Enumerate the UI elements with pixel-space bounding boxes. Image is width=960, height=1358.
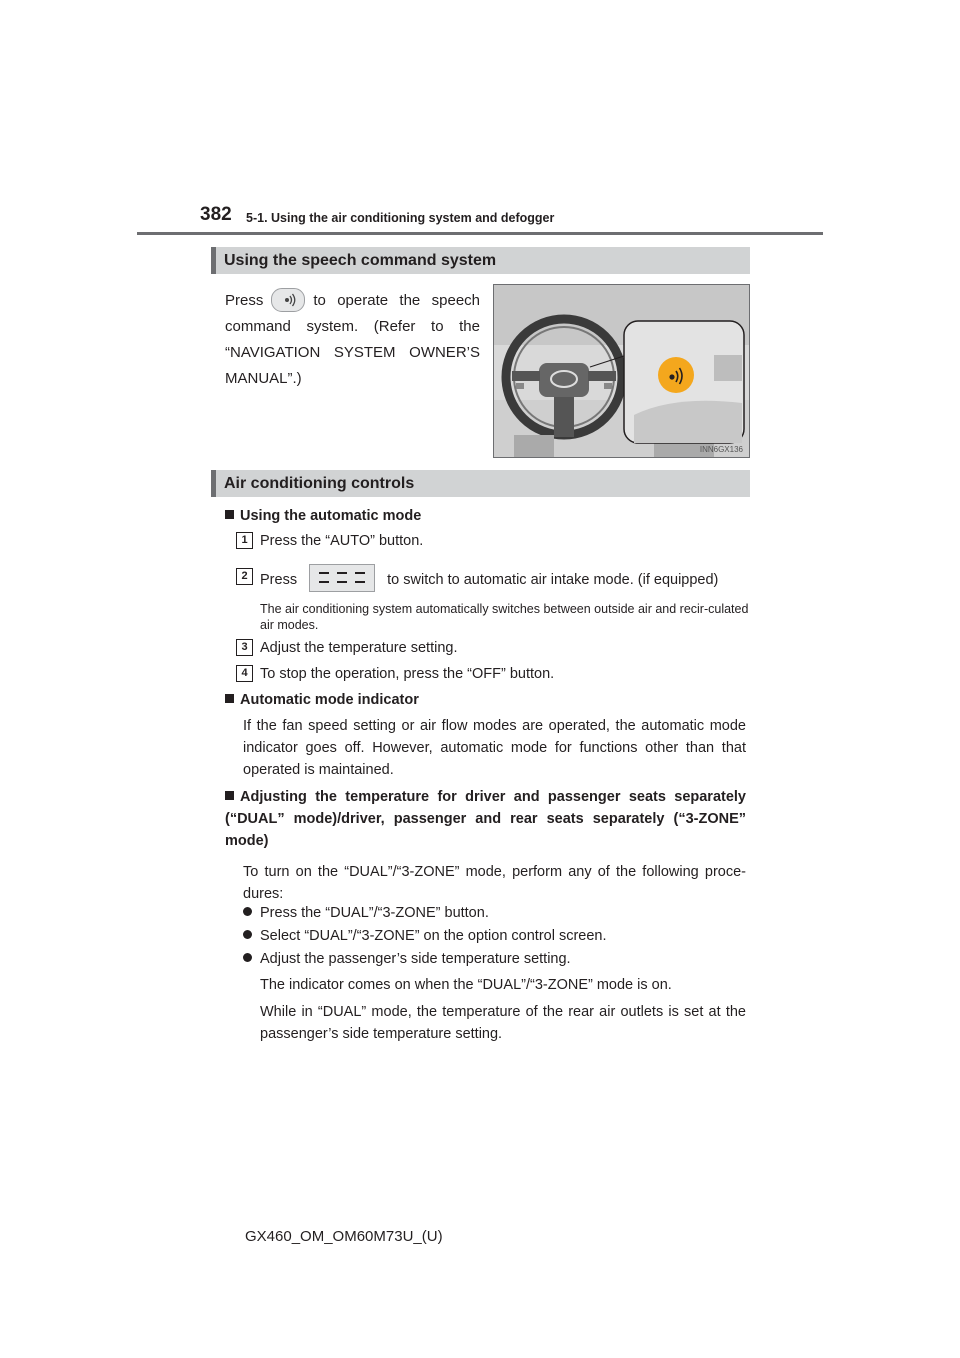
steering-wheel-figure [493,284,750,458]
step-number: 4 [236,665,253,682]
auto-mode-heading [225,505,421,527]
dual-heading [225,786,746,852]
square-bullet-icon [225,791,234,800]
bullet-dot-icon [243,930,252,939]
speech-paragraph [225,288,480,392]
dual-heading-text: Adjusting the temperature for driver and passenger seats separately (“DUAL” mode)/driver, passenger and rear seats separately (“3-ZONE” mode) [225,789,746,849]
auto-mode-heading-text: Using the automatic mode [240,508,422,524]
list-item [243,948,571,970]
speech-section-heading: Using the speech command system [211,247,750,274]
ac-section-heading: Air conditioning controls [211,470,750,497]
step2-note: The air conditioning system automatically switches between outside air and recir-culated air modes. [260,602,749,632]
step-text: Adjust the temperature setting. [260,640,458,656]
bullet-dot-icon [243,907,252,916]
step-text: Press the “AUTO” button. [260,533,424,549]
air-intake-switch-icon [309,564,375,592]
square-bullet-icon [225,694,234,703]
dual-note-2: While in “DUAL” mode, the temperature of the rear air outlets is set at the passenger’s side temperature setting. [260,1004,746,1042]
speech-command-switch-icon [271,288,305,312]
dual-intro: To turn on the “DUAL”/“3-ZONE” mode, perform any of the following proce-dures: [243,864,746,902]
list-item [243,925,607,947]
list-item-text: Press the “DUAL”/“3-ZONE” button. [260,905,489,921]
list-item [243,902,489,924]
square-bullet-icon [225,510,234,519]
figure-id: INN6GX136 [699,445,743,454]
footer-code: GX460_OM_OM60M73U_(U) [245,1228,443,1245]
bullet-dot-icon [243,953,252,962]
step2-text-after: to switch to automatic air intake mode. (if equipped) [387,571,719,588]
indicator-paragraph: If the fan speed setting or air flow modes are operated, the automatic mode indicator goes off. However, automatic mode for functions other than that operated is maintained. [243,718,746,778]
step-number: 2 [236,568,253,585]
indicator-heading-text: Automatic mode indicator [240,692,419,708]
section-title: 5-1. Using the air conditioning system and defogger [246,211,555,225]
indicator-heading [225,689,419,711]
list-item-text: Adjust the passenger’s side temperature setting. [260,951,571,967]
step-text: To stop the operation, press the “OFF” button. [260,666,555,682]
step-number: 3 [236,639,253,656]
header-rule [137,232,823,235]
step-number: 1 [236,532,253,549]
list-item-text: Select “DUAL”/“3-ZONE” on the option control screen. [260,928,607,944]
page-number: 382 [200,204,232,225]
speech-text-before: Press [225,292,264,309]
speech-text-after: to operate the speech command system. (Refer to the “NAVIGATION SYSTEM OWNER’S MANUAL”.) [225,292,480,387]
step2-text-before: Press [260,571,298,588]
step-text [260,566,718,594]
dual-note-1: The indicator comes on when the “DUAL”/“3-ZONE” mode is on. [260,977,672,993]
